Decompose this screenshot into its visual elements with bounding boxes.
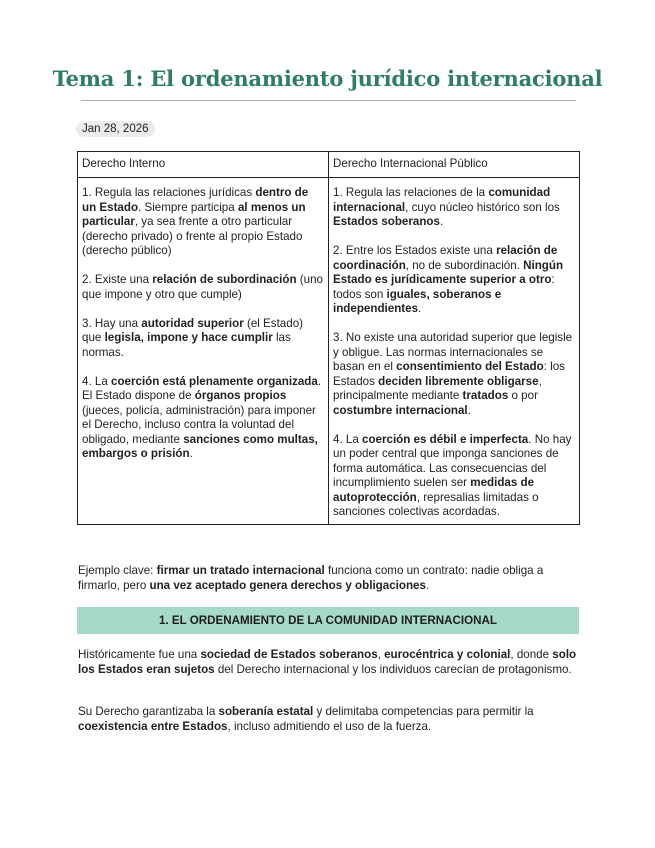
derecho-interno-cell [78, 178, 329, 525]
text-run: 3. No existe una autoridad superior que legisle y obligue. Las normas internacionales se basan en el [333, 331, 573, 373]
bold-text: órganos propios [194, 389, 287, 402]
bold-text: dentro de un Estado [82, 186, 309, 214]
date-chip: Jan 28, 2026 [76, 121, 155, 137]
bold-text: comunidad internacional [333, 186, 551, 214]
text-run: (el Estado) que [82, 316, 304, 344]
text-run: : los Estados [333, 360, 565, 388]
internacional-point-2 [333, 244, 575, 317]
text-run: . [189, 447, 193, 460]
text-run: , incluso admitiendo el uso de la fuerza. [227, 719, 432, 733]
text-run: (jueces, policía, administración) para imponer el Derecho, incluso contra la voluntad del obligado, mediante [82, 403, 316, 446]
text-run: . Siempre participa [138, 200, 238, 214]
text-run: : todos son [333, 273, 555, 301]
interno-point-3 [82, 317, 324, 361]
text-run: . [425, 578, 430, 592]
internacional-point-3 [333, 331, 575, 418]
text-run: 2. Existe una [82, 273, 153, 286]
text-run: , donde [510, 648, 553, 661]
paragraph-sovereignty [78, 705, 583, 734]
text-run: 4. La [333, 432, 363, 446]
bold-text: una vez aceptado genera derechos y obligaciones [149, 578, 426, 592]
bold-text: tratados [462, 389, 509, 402]
text-run: , ya sea frente a otro particular (derecho privado) o frente al propio Estado (derecho público) [82, 215, 303, 257]
bold-text: consentimiento del Estado [396, 360, 544, 373]
bold-text: soberanía estatal [218, 705, 314, 718]
text-run: 4. La [82, 374, 112, 388]
bold-text: sociedad de Estados soberanos [200, 648, 378, 661]
text-run: 1. Regula las relaciones de la [333, 186, 489, 199]
text-run: Su Derecho garantizaba la [78, 705, 219, 718]
text-run: o por [508, 389, 538, 402]
column-header-derecho-internacional: Derecho Internacional Público [329, 152, 580, 178]
bold-text: Ningún Estado es jurídicamente superior a otro [333, 258, 564, 286]
bold-text: relación de coordinación [333, 244, 558, 272]
bold-text: al menos un particular [82, 200, 306, 228]
derecho-internacional-cell [329, 178, 580, 525]
bold-text: sanciones como multas, embargos o prisión [82, 432, 318, 460]
text-run: . El Estado dispone de [82, 374, 322, 402]
paragraph-history [78, 648, 583, 677]
text-run: , principalmente mediante [333, 374, 542, 402]
page-title: Tema 1: El ordenamiento jurídico internacional [52, 66, 603, 91]
comparison-table [77, 151, 580, 525]
bold-text: deciden libremente obligarse [378, 374, 539, 388]
text-run: . No hay un poder central que imponga sanciones de forma automática. Las consecuencias del incumplimiento suelen ser [333, 432, 572, 489]
text-run: , [377, 648, 385, 661]
bold-text: coerción es débil e imperfecta [362, 432, 529, 446]
bold-text: eurocéntrica y colonial [384, 648, 511, 661]
text-run: , represalias limitadas o sanciones colectivas acordadas. [333, 490, 539, 518]
bold-text: legisla, impone y hace cumplir [104, 331, 273, 344]
table-row [78, 178, 580, 525]
column-header-derecho-interno: Derecho Interno [78, 152, 329, 178]
bold-text: costumbre internacional [333, 403, 468, 417]
text-run: Históricamente fue una [78, 648, 201, 661]
bold-text: solo los Estados eran sujetos [78, 648, 577, 676]
interno-point-1 [82, 186, 324, 259]
text-run: . [418, 302, 422, 315]
text-run: , no de subordinación. [405, 258, 524, 272]
text-run: las normas. [82, 331, 291, 359]
bold-text: medidas de autoprotección [333, 476, 535, 504]
internacional-point-1 [333, 186, 575, 230]
text-run: y delimitaba competencias para permitir la [313, 705, 534, 718]
bold-text: coexistencia entre Estados [78, 719, 228, 733]
text-run: (uno que impone y otro que cumple) [82, 273, 323, 301]
title-divider [81, 100, 576, 101]
section-heading: 1. EL ORDENAMIENTO DE LA COMUNIDAD INTERNACIONAL [77, 607, 579, 634]
table-header-row [78, 152, 580, 178]
text-run: del Derecho internacional y los individuos carecían de protagonismo. [214, 662, 572, 676]
bold-text: Estados soberanos [333, 215, 440, 228]
text-run: Ejemplo clave: [78, 564, 157, 577]
text-run: 2. Entre los Estados existe una [333, 244, 497, 257]
text-run: funciona como un contrato: nadie obliga a firmarlo, pero [78, 564, 544, 592]
bold-text: autoridad superior [141, 316, 244, 330]
interno-point-4 [82, 375, 324, 462]
bold-text: coerción está plenamente organizada [111, 374, 318, 388]
bold-text: iguales, soberanos e independientes [333, 287, 502, 315]
interno-point-2 [82, 273, 324, 302]
internacional-point-4 [333, 433, 575, 520]
text-run: . [467, 403, 471, 417]
bold-text: relación de subordinación [152, 273, 297, 286]
key-example [78, 564, 583, 593]
text-run: . [439, 215, 444, 228]
text-run: 3. Hay una [82, 316, 142, 330]
bold-text: firmar un tratado internacional [156, 564, 325, 577]
text-run: 1. Regula las relaciones jurídicas [82, 186, 256, 199]
text-run: , cuyo núcleo histórico son los [405, 200, 560, 214]
